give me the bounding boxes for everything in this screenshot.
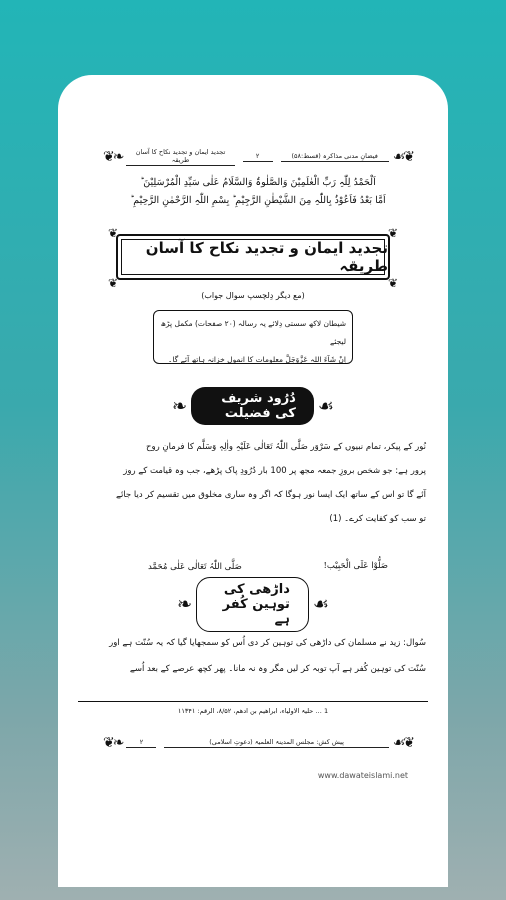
- footnote: 1 … حلیۃ الاولیاء، ابراھیم بن ادھم، ۸/۵۲، الرقم: ۱۱۳۴۱: [177, 707, 329, 715]
- paragraph-line: سُنّت کی توہین کُفر ہے آپ توبہ کر لیں مگر وہ نہ مانا۔ پھر کچھ عرصے کے بعد اُسے: [129, 664, 426, 674]
- paragraph-line: نُور کے پیکر، تمام نبیوں کے سَرْوَر صَلَّی اللّٰہُ تَعَالٰی عَلَیْہِ واٰلِہٖ وَسَلَّم کا فرمانِ روح: [145, 442, 426, 452]
- right-ornament-icon: ☙❦: [392, 735, 413, 751]
- swirl-right-icon: ☙: [317, 395, 334, 417]
- corner-ornament-icon: ❦: [108, 226, 119, 240]
- opening-line-2: اَمَّا بَعْدُ فَاَعُوْذُ بِاللّٰہِ مِنَ الشَّیْطٰنِ الرَّجِیْمِ ؕ بِسْمِ اللّٰہِ الرَّحْمٰنِ الرَّحِیْمِ ؕ: [130, 195, 386, 206]
- page-footer: [103, 735, 413, 751]
- salutation-row: [148, 561, 388, 572]
- page-header: [103, 149, 413, 165]
- section-heading-beard: [173, 581, 333, 627]
- right-ornament-icon: ☙❦: [392, 149, 413, 165]
- document-page: [58, 75, 448, 887]
- header-book-title: تجدید ایمان و تجدید نکاح کا آسان طریقہ: [126, 148, 234, 166]
- left-ornament-icon: ❦❧: [103, 149, 123, 165]
- title-frame: [108, 226, 398, 290]
- paragraph-line: تو سب کو کفایت کرے۔ (1): [329, 514, 426, 524]
- swirl-right-icon: ☙: [312, 593, 329, 615]
- website-link[interactable]: www.dawateislami.net: [317, 771, 408, 780]
- section-heading-durood: [168, 391, 338, 421]
- footer-publisher: پیش کش: مجلس المدینۃ العلمیۃ (دعوتِ اسلامی): [164, 738, 388, 748]
- swirl-left-icon: ❧: [177, 593, 193, 615]
- section-heading-beard-text: داڑھی کی توہین کُفر ہے: [196, 577, 309, 632]
- header-series-title: فیضانِ مدنی مذاکرہ (قسط:۵۸): [281, 152, 389, 162]
- header-page-number: ۲: [243, 152, 273, 162]
- notice-line-1: شیطان لاکھ سستی دِلائے یہ رسالہ (۲۰ صفحات) مکمل پڑھ لیجئے: [160, 319, 346, 346]
- salutation-right: صَلَّی اللّٰہُ تَعَالٰی عَلٰی مُحَمَّد: [148, 562, 242, 572]
- paragraph-line: پرور ہے: جو شخص بروزِ جمعہ مجھ پر 100 بار دُرُودِ پاک پڑھے، جب وہ قیامت کے روز: [123, 466, 426, 476]
- footnote-divider: [78, 701, 428, 702]
- swirl-left-icon: ❧: [172, 395, 188, 417]
- footer-page-number: ۲: [126, 738, 156, 748]
- salutation-left: صَلُّوْا عَلَی الْحَبِیْب!: [323, 561, 388, 571]
- opening-line-1: اَلْحَمْدُ لِلّٰہِ رَبِّ الْعٰلَمِیْنَ وَالصَّلٰوۃُ وَالسَّلَامُ عَلٰی سَیِّدِ الْمُرْسَلِیْنَ ؕ: [140, 177, 376, 188]
- section-heading-durood-text: دُرُود شریف کی فضیلت: [191, 387, 314, 425]
- notice-line-2: اِنْ شَآءَ اللہ عَزَّوَجَلَّ معلومات کا انمول خزانہ ہاتھ آئے گا۔: [167, 355, 346, 364]
- subtitle: (مع دیگر دِلچسپ سوال جواب): [201, 291, 305, 300]
- corner-ornament-icon: ❦: [108, 276, 119, 290]
- paragraph-line: سُوال: زید نے مسلمان کی داڑھی کی توہین کر دی اُس کو سمجھایا گیا کہ یہ سُنّت ہے اور: [109, 638, 426, 648]
- corner-ornament-icon: ❦: [387, 226, 398, 240]
- corner-ornament-icon: ❦: [387, 276, 398, 290]
- left-ornament-icon: ❦❧: [103, 735, 123, 751]
- paragraph-line: آئے گا تو اس کے ساتھ ایک ایسا نور ہوگا کہ اگر وہ ساری مخلوق میں تقسیم کر دیا جائے: [115, 490, 426, 500]
- notice-box: [153, 310, 353, 364]
- page-title: تجدید ایمان و تجدید نکاح کا آسان طریقہ: [145, 239, 388, 275]
